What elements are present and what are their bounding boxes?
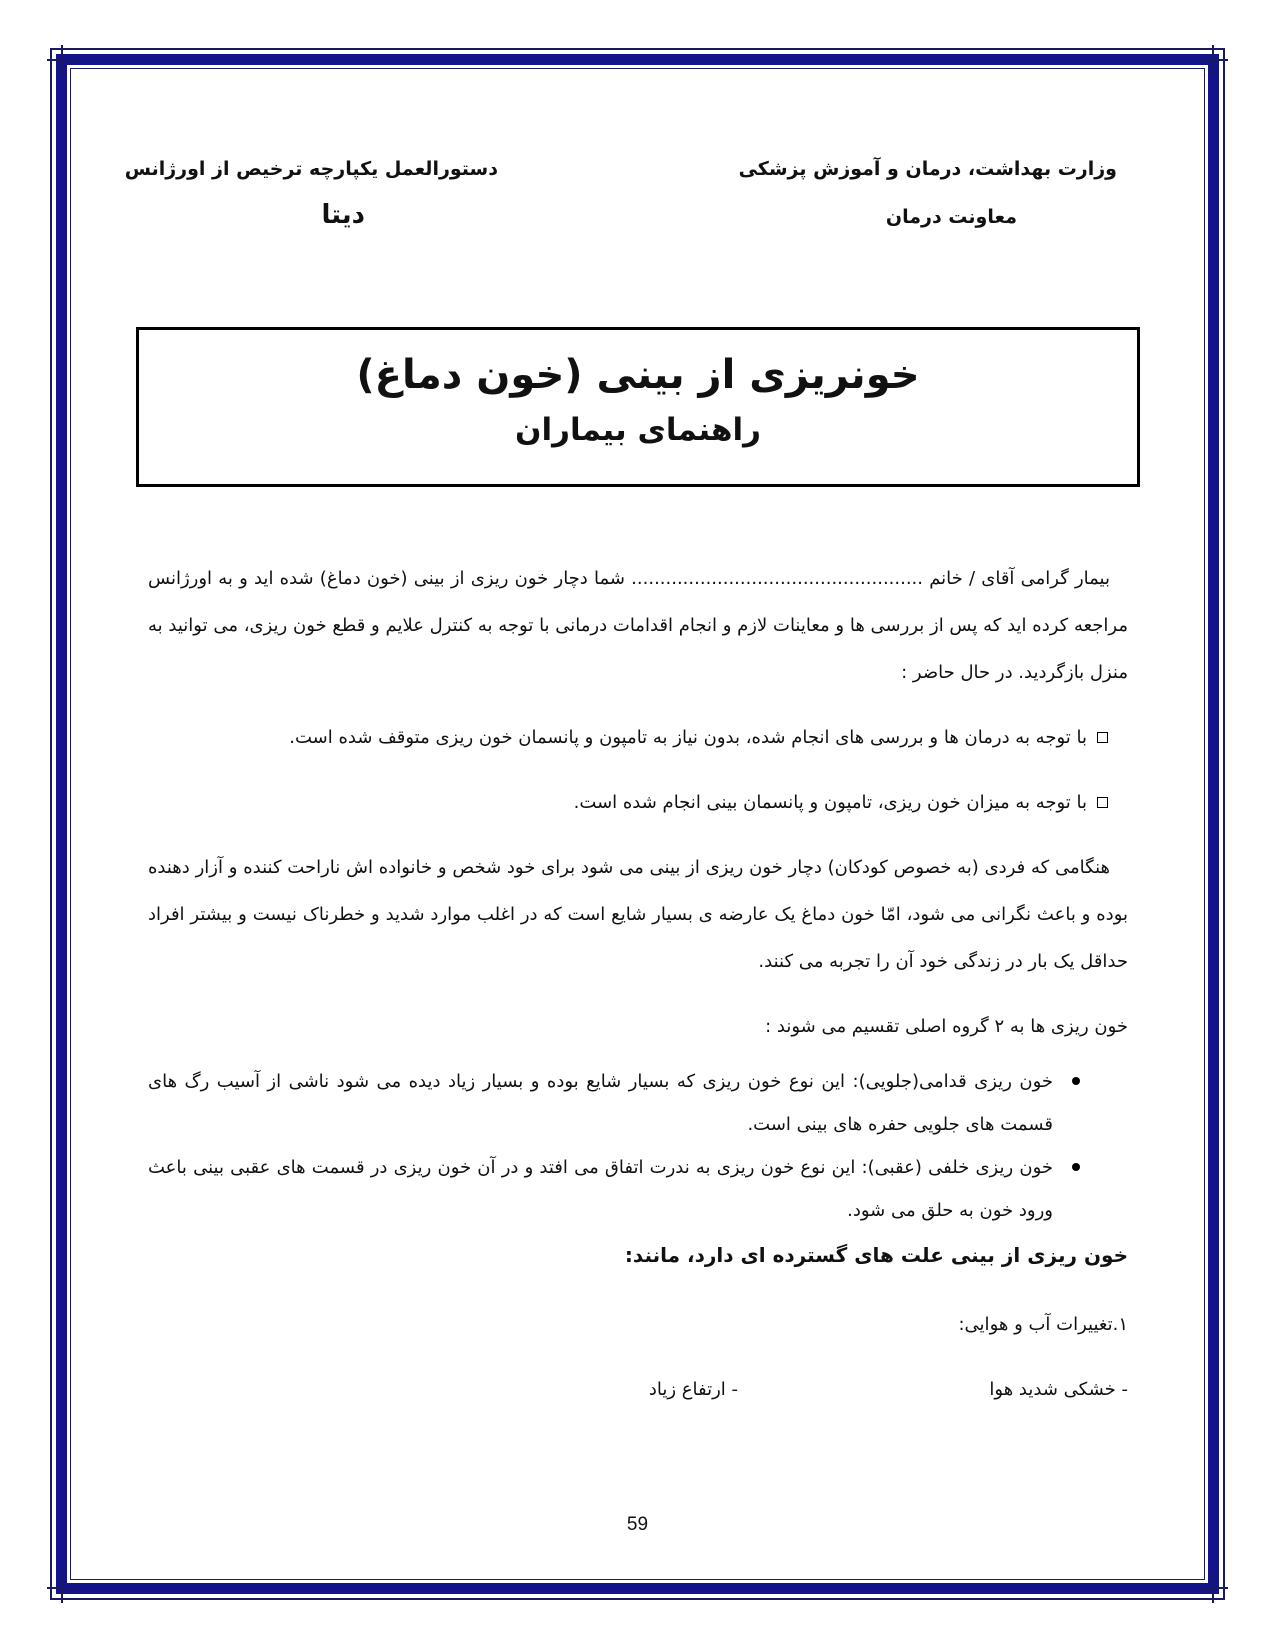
checkbox-icon[interactable] [1097, 797, 1108, 808]
checkbox-icon[interactable] [1097, 732, 1108, 743]
list-item: خون ریزی قدامی(جلویی): این نوع خون ریزی که بسیار شایع بوده و بسیار زیاد دیده می شود ناشی از آسیب رگ های قسمت های جلویی حفره های بینی است. [148, 1060, 1053, 1146]
page-number: 59 [626, 1514, 649, 1535]
corner-ornament-bottom-right [1198, 1573, 1228, 1603]
corner-ornament-bottom-left [47, 1573, 77, 1603]
title-box [136, 327, 1140, 487]
option-tampon-label: با توجه به میزان خون ریزی، تامپون و پانسمان بینی انجام شده است. [573, 792, 1087, 813]
cause-weather: ۱.تغییرات آب و هوایی: [958, 1314, 1128, 1335]
ministry-header: وزارت بهداشت، درمان و آموزش پزشکی [738, 158, 1117, 180]
bleeding-types-list [148, 1060, 1128, 1232]
cause-high-altitude: - ارتفاع زیاد [648, 1379, 738, 1400]
document-body [148, 555, 1128, 1413]
causes-heading: خون ریزی از بینی علت های گسترده ای دارد، مانند: [624, 1243, 1128, 1267]
page-title: خونریزی از بینی (خون دماغ) [356, 352, 920, 398]
cause-dry-air: - خشکی شدید هوا [989, 1379, 1128, 1400]
protocol-header: دستورالعمل یکپارچه ترخیص از اورژانس [124, 158, 498, 180]
corner-ornament-top-right [1198, 45, 1228, 75]
deputy-header: معاونت درمان [885, 206, 1017, 228]
page-subtitle: راهنمای بیماران [515, 412, 761, 448]
info-paragraph: هنگامی که فردی (به خصوص کودکان) دچار خون ریزی از بینی می شود برای خود شخص و خانواده اش ناراحت کننده و آزار دهنده بوده و باعث نگرانی می شود، امّا خون دماغ یک عارضه ی بسیار شایع است که در اغلب موارد شدید و خطرناک نیست و بیشتر افراد حداقل یک بار در زندگی خود آن را تجربه می کنند. [148, 857, 1128, 972]
list-item: خون ریزی خلفی (عقبی): این نوع خون ریزی به ندرت اتفاق می افتد و در آن خون ریزی در قسمت های عقبی بینی باعث ورود خون به حلق می شود. [148, 1146, 1053, 1232]
option-no-tampon-label: با توجه به درمان ها و بررسی های انجام شده، بدون نیاز به تامپون و پانسمان خون ریزی متوقف شده است. [289, 727, 1087, 748]
groups-intro: خون ریزی ها به ۲ گروه اصلی تقسیم می شوند : [765, 1016, 1128, 1037]
intro-paragraph: بیمار گرامی آقای / خانم ................................................... شما دچار خون ریزی از بینی (خون دماغ) شده اید و به اورژانس مراجعه کرده اید که پس از بررسی ها و معاینات لازم و انجام اقدامات درمانی با توجه به کنترل علایم و قطع خون ریزی، می توانید به منزل بازگردید. در حال حاضر : [148, 568, 1128, 683]
corner-ornament-top-left [47, 45, 77, 75]
cause-weather-items [148, 1366, 1128, 1413]
option-no-tampon [148, 714, 1128, 761]
program-header: دیتا [321, 200, 365, 230]
option-tampon [148, 779, 1128, 826]
